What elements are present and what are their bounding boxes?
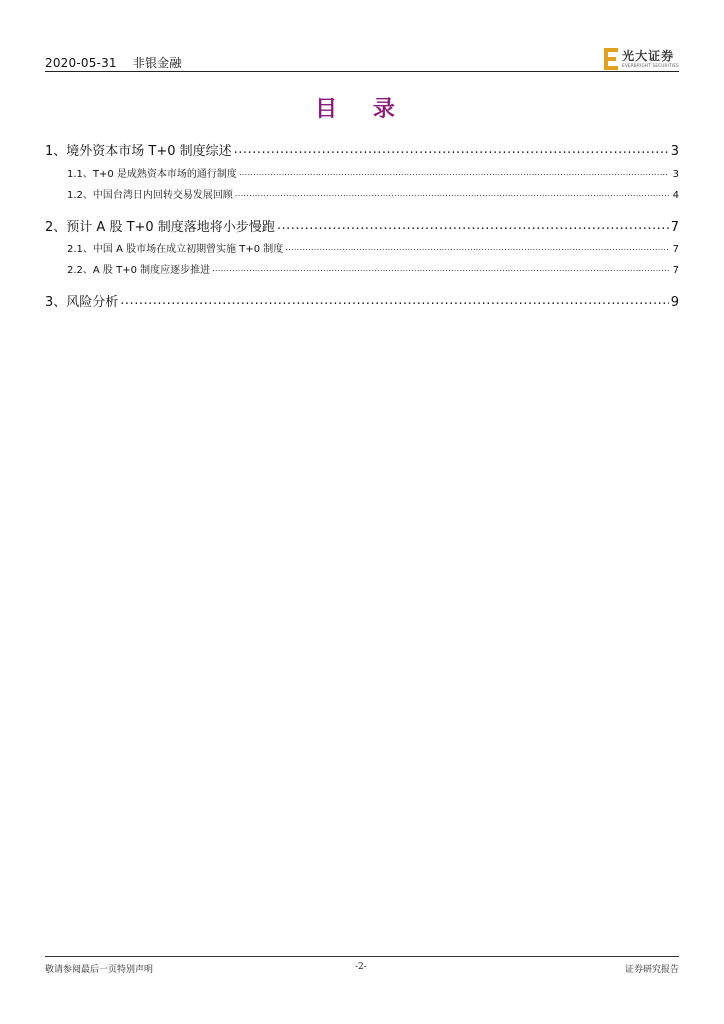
- toc-entry-number: 2.2、: [67, 265, 93, 276]
- logo-chinese-text: 光大证券: [622, 49, 675, 63]
- toc-entry[interactable]: [45, 261, 679, 276]
- toc-dot-leader: [277, 218, 669, 233]
- toc-entry-number: 1.2、: [67, 190, 93, 201]
- toc-entry-page: 7: [672, 265, 679, 276]
- toc-title: 目 录: [315, 96, 409, 122]
- toc-entry-page: 4: [672, 190, 679, 201]
- toc-entry-title: 中国台湾日内回转交易发展回顾: [92, 190, 233, 201]
- toc-entry[interactable]: [45, 186, 679, 201]
- everbright-logo-icon: [604, 48, 618, 70]
- header-meta: [45, 54, 194, 71]
- toc-dot-leader: [235, 188, 669, 199]
- toc-dot-leader: [285, 242, 669, 253]
- toc-dot-leader: [239, 167, 669, 178]
- toc-entry[interactable]: [45, 240, 679, 255]
- toc-entry-page: 3: [672, 169, 679, 180]
- toc-entry-title: 风险分析: [66, 295, 119, 310]
- toc-entry-number: 3、: [45, 295, 67, 310]
- toc-entry-title: A 股 T+0 制度应逐步推进: [92, 265, 211, 276]
- toc-entry-number: 1、: [45, 144, 67, 159]
- toc-dot-leader: [120, 293, 668, 308]
- page-header: [45, 50, 679, 72]
- toc-entry-page: 9: [670, 295, 679, 310]
- footer-report-type: 证券研究报告: [624, 965, 679, 975]
- toc-entry-title: T+0 是成熟资本市场的通行制度: [92, 169, 237, 180]
- company-logo: [604, 46, 679, 72]
- toc-entry-number: 2、: [45, 220, 67, 235]
- header-divider: [45, 71, 679, 72]
- toc-entry-title: 中国 A 股市场在成立初期曾实施 T+0 制度: [92, 244, 284, 255]
- toc-entry-number: 2.1、: [67, 244, 93, 255]
- toc-dot-leader: [234, 142, 669, 157]
- toc-entry[interactable]: [45, 165, 679, 180]
- footer-disclaimer: 敬请参阅最后一页特别声明: [45, 965, 154, 975]
- toc-entry-title: 预计 A 股 T+0 制度落地将小步慢跑: [66, 220, 275, 235]
- page-number: -2-: [355, 962, 367, 972]
- footer-divider: [45, 956, 679, 957]
- toc-entry-page: 7: [672, 244, 679, 255]
- logo-english-text: EVERBRIGHT SECURITIES: [622, 63, 679, 68]
- toc-dot-leader: [212, 263, 669, 274]
- toc-entry-page: 3: [670, 144, 679, 159]
- toc-entry-page: 7: [670, 220, 679, 235]
- toc-entry[interactable]: [45, 216, 679, 235]
- toc-entry[interactable]: [45, 140, 679, 159]
- report-category: 非银金融: [132, 56, 182, 70]
- toc-entry-title: 境外资本市场 T+0 制度综述: [66, 144, 232, 159]
- report-date: 2020-05-31: [45, 56, 117, 70]
- toc-entry-number: 1.1、: [67, 169, 93, 180]
- toc-entry[interactable]: [45, 291, 679, 310]
